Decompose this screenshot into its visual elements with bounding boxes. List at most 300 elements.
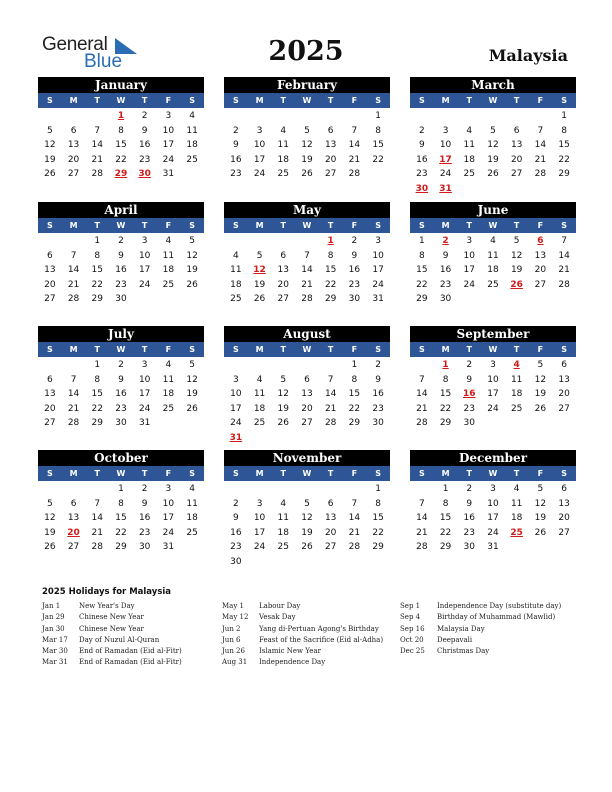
day-cell: 31 [138,418,151,429]
day-cell [180,292,204,307]
holiday-day-cell: 1 [327,236,334,246]
week-row [410,153,576,168]
month-title: October [38,450,204,466]
weekday-label: M [69,345,78,354]
day-cell: 7 [94,498,101,509]
day-cell [248,109,272,124]
day-cell: 28 [301,294,313,305]
holiday-name: Labour Day [259,602,301,610]
month-title: February [224,77,390,93]
day-cell: 27 [67,169,80,180]
logo-text-general: General [42,34,108,55]
day-cell: 29 [324,294,337,305]
month-title: November [224,450,390,466]
day-cell: 6 [513,125,520,136]
day-cell: 1 [375,484,381,494]
day-cell: 30 [230,556,242,567]
day-cell: 11 [510,374,523,385]
day-cell: 3 [165,484,172,494]
day-cell: 15 [91,265,103,276]
holiday-date: May 12 [222,613,249,622]
weekday-label: W [116,345,126,354]
holiday-item [42,646,182,657]
day-cell: 13 [277,265,289,276]
weekday-label: F [537,221,544,230]
week-row [38,292,204,307]
day-cell: 4 [165,236,172,246]
weekday-label: M [69,96,78,105]
day-cell: 3 [375,236,381,246]
day-cell: 20 [558,513,570,524]
weekday-label: T [327,96,334,105]
week-row [410,540,576,555]
day-cell: 9 [466,498,473,509]
day-cell: 15 [372,140,384,151]
day-cell: 21 [534,154,547,165]
logo-text-blue: Blue [84,51,123,72]
week-row [38,153,204,168]
day-cell: 4 [189,484,195,494]
day-cell [366,167,390,182]
weekday-label: S [375,345,381,354]
weekday-header [38,93,204,108]
weekday-label: S [232,221,239,230]
month-august [224,326,390,446]
day-cell: 18 [510,389,523,400]
day-cell: 1 [375,111,381,121]
holiday-day-cell: 2 [442,236,449,246]
day-cell: 7 [70,374,77,385]
week-row [38,358,204,373]
day-cell [271,109,295,124]
holiday-item [400,635,561,646]
day-cell: 24 [487,403,499,414]
month-title: June [410,202,576,218]
day-cell: 12 [534,498,547,509]
day-cell: 16 [138,513,151,524]
day-cell [180,167,204,182]
weeks [224,481,390,570]
holiday-column [400,601,561,657]
holiday-date: Jan 30 [42,624,65,633]
day-cell: 11 [510,498,523,509]
weekday-label: W [116,96,126,105]
day-cell: 16 [463,513,475,524]
day-cell [319,109,343,124]
weekday-label: T [94,469,100,478]
month-title: September [410,326,576,342]
weekday-label: W [302,221,312,230]
day-cell [62,109,86,124]
day-cell: 10 [253,513,266,524]
day-cell: 21 [416,403,428,414]
day-cell: 14 [348,513,361,524]
day-cell: 24 [439,169,452,180]
week-row [38,540,204,555]
day-cell: 5 [280,374,287,385]
day-cell: 2 [141,484,148,494]
day-cell: 25 [487,279,499,290]
day-cell: 29 [439,418,452,429]
day-cell [529,109,553,124]
week-row [38,263,204,278]
day-cell [529,416,553,431]
month-december [410,450,576,555]
day-cell: 2 [118,360,124,370]
holiday-name: Feast of the Sacrifice (Eid al-Adha) [259,635,384,644]
weekday-header [38,218,204,233]
holiday-name: Independence Day (substitute day) [437,602,562,610]
day-cell: 3 [466,236,473,246]
holiday-name: Chinese New Year [79,624,144,633]
day-cell [366,431,390,446]
day-cell: 12 [534,374,547,385]
weekday-label: S [46,469,53,478]
day-cell: 12 [44,513,56,524]
day-cell [271,234,295,249]
day-cell: 19 [534,513,547,524]
day-cell: 18 [253,403,266,414]
day-cell: 21 [324,403,337,414]
week-row [224,540,390,555]
day-cell: 28 [91,169,103,180]
day-cell: 23 [439,279,452,290]
day-cell: 22 [115,154,127,165]
day-cell: 4 [280,125,287,136]
weekday-label: T [280,221,286,230]
day-cell: 19 [186,389,198,400]
weekday-header [410,93,576,108]
day-cell: 26 [186,403,198,414]
day-cell: 20 [534,265,547,276]
day-cell: 30 [115,418,127,429]
day-cell: 26 [253,294,266,305]
holiday-day-cell: 25 [510,527,523,538]
day-cell: 7 [351,125,358,136]
day-cell: 27 [277,294,289,305]
day-cell: 11 [277,513,289,524]
day-cell: 18 [230,279,242,290]
day-cell: 24 [162,154,175,165]
weekday-label: T [280,469,286,478]
day-cell: 23 [138,527,151,538]
weekday-label: S [561,345,567,354]
day-cell [38,109,62,124]
day-cell: 1 [94,360,101,370]
day-cell: 6 [304,374,310,385]
day-cell: 19 [301,154,313,165]
day-cell: 18 [487,265,499,276]
weekday-header [410,342,576,357]
day-cell [295,482,319,497]
day-cell [62,234,86,249]
week-row [410,234,576,249]
month-may [224,202,390,307]
weeks [38,233,204,307]
day-cell: 8 [118,125,124,136]
day-cell: 20 [44,279,56,290]
day-cell: 22 [91,279,103,290]
day-cell: 2 [418,125,425,136]
day-cell: 23 [372,403,384,414]
holiday-item [222,646,383,657]
day-cell: 4 [466,125,473,136]
day-cell: 16 [416,154,428,165]
day-cell: 19 [487,154,499,165]
day-cell: 4 [490,236,496,246]
day-cell: 12 [301,140,313,151]
holiday-name: New Year's Day [79,602,135,610]
week-row [38,373,204,388]
day-cell [481,182,505,197]
week-row [38,138,204,153]
day-cell: 13 [44,265,56,276]
day-cell: 17 [253,154,266,165]
day-cell: 20 [324,527,337,538]
day-cell: 23 [463,403,475,414]
week-row [38,234,204,249]
day-cell: 21 [348,527,361,538]
day-cell [410,109,434,124]
day-cell: 17 [162,513,175,524]
week-row [38,526,204,541]
weeks [224,108,390,182]
day-cell [505,540,529,555]
month-title: April [38,202,204,218]
weekday-label: M [441,221,450,230]
day-cell: 6 [70,498,77,509]
day-cell: 26 [277,418,289,429]
day-cell: 23 [463,527,475,538]
page-title-year: 2025 [268,36,344,67]
day-cell: 14 [301,265,313,276]
week-row [38,497,204,512]
day-cell: 25 [230,294,242,305]
week-row [224,387,390,402]
week-row [224,278,390,293]
day-cell: 14 [348,140,361,151]
day-cell: 10 [487,498,499,509]
holiday-day-cell: 31 [439,183,452,194]
day-cell [505,292,529,307]
day-cell: 1 [418,236,425,246]
day-cell: 15 [324,265,337,276]
weekday-label: F [351,345,358,354]
week-row [410,497,576,512]
day-cell [343,431,367,446]
weekday-label: T [513,345,520,354]
month-july [38,326,204,431]
day-cell [319,431,343,446]
holiday-item [400,646,561,657]
day-cell: 23 [230,542,242,553]
day-cell: 20 [44,403,56,414]
day-cell: 3 [256,498,263,509]
day-cell: 5 [490,125,496,136]
day-cell [295,109,319,124]
day-cell: 11 [487,250,499,261]
day-cell [248,358,272,373]
day-cell: 28 [67,418,80,429]
day-cell [366,555,390,570]
holiday-day-cell: 29 [114,169,128,180]
day-cell: 15 [558,140,570,151]
day-cell: 8 [375,125,381,136]
day-cell: 10 [439,140,452,151]
day-cell: 8 [418,250,425,261]
week-row [38,387,204,402]
day-cell: 28 [348,542,361,553]
holiday-day-cell: 30 [138,169,151,180]
day-cell: 10 [138,250,151,261]
weekday-label: T [327,221,334,230]
day-cell: 30 [138,542,151,553]
day-cell: 7 [70,250,77,261]
weekday-label: S [189,221,195,230]
day-cell: 6 [46,374,53,385]
weekday-label: T [466,469,472,478]
month-april [38,202,204,307]
weekday-label: S [418,469,425,478]
weekday-label: S [46,221,53,230]
holiday-date: Jan 1 [42,602,61,610]
weekday-label: S [418,221,425,230]
weekday-header [38,466,204,481]
day-cell: 26 [534,527,547,538]
day-cell: 20 [277,279,289,290]
day-cell: 10 [138,374,151,385]
day-cell: 12 [277,389,289,400]
day-cell: 9 [118,250,124,261]
day-cell [248,234,272,249]
day-cell: 18 [162,389,175,400]
weekday-label: T [280,345,286,354]
week-row [224,497,390,512]
day-cell: 12 [510,250,523,261]
day-cell: 22 [439,527,452,538]
day-cell [62,358,86,373]
day-cell: 1 [442,484,449,494]
day-cell [552,182,576,197]
day-cell: 9 [118,374,124,385]
day-cell: 2 [466,360,473,370]
weekday-label: F [351,221,358,230]
weekday-label: T [466,96,472,105]
day-cell [248,555,272,570]
weekday-label: T [94,345,100,354]
day-cell: 10 [463,250,475,261]
day-cell: 31 [162,169,175,180]
holiday-item [42,612,182,623]
day-cell [319,482,343,497]
holiday-date: Jun 2 [222,624,241,633]
day-cell: 15 [115,140,127,151]
week-row [410,482,576,497]
day-cell: 17 [138,265,151,276]
day-cell: 2 [375,360,381,370]
day-cell [434,109,458,124]
weekday-label: M [441,96,450,105]
holiday-name: Malaysia Day [437,624,485,633]
week-row [224,402,390,417]
day-cell [224,234,248,249]
week-row [38,482,204,497]
weekday-label: W [488,221,498,230]
day-cell: 7 [94,125,101,136]
holiday-day-cell: 12 [253,265,266,276]
day-cell: 5 [304,498,310,509]
weekday-label: W [302,345,312,354]
day-cell [552,540,576,555]
day-cell: 25 [510,403,523,414]
holiday-date: Sep 4 [400,613,421,622]
week-row [38,511,204,526]
day-cell: 5 [537,360,544,370]
week-row [38,416,204,431]
day-cell: 26 [534,403,547,414]
day-cell: 31 [372,294,384,305]
holiday-date: Mar 30 [42,647,68,656]
holiday-day-cell: 30 [415,183,429,194]
day-cell: 10 [230,389,242,400]
weekday-label: F [537,469,544,478]
day-cell: 24 [487,527,499,538]
holiday-date: Sep 16 [400,624,425,633]
day-cell: 18 [510,513,523,524]
day-cell: 28 [91,542,103,553]
day-cell: 8 [442,374,449,385]
day-cell: 15 [439,513,452,524]
day-cell: 23 [416,169,428,180]
day-cell: 26 [301,542,313,553]
day-cell: 7 [561,236,567,246]
weeks [224,233,390,307]
day-cell: 20 [324,154,337,165]
day-cell: 29 [372,542,384,553]
weekday-label: F [165,345,172,354]
weekday-label: M [441,469,450,478]
day-cell [157,416,181,431]
day-cell: 26 [44,169,56,180]
day-cell [505,416,529,431]
day-cell [529,540,553,555]
holiday-name: Day of Nuzul Al-Quran [79,635,160,644]
day-cell: 8 [375,498,381,509]
day-cell [38,358,62,373]
day-cell: 4 [165,360,172,370]
week-row [224,263,390,278]
holiday-date: Aug 31 [222,658,248,667]
day-cell: 2 [232,125,239,136]
day-cell: 27 [558,403,570,414]
day-cell: 4 [232,250,239,261]
day-cell: 5 [189,236,195,246]
day-cell [224,482,248,497]
holiday-name: Christmas Day [437,647,490,656]
day-cell: 22 [372,154,384,165]
weekday-header [224,466,390,481]
holiday-name: Vesak Day [259,613,296,622]
day-cell: 21 [348,154,361,165]
holiday-column [42,601,182,669]
weekday-label: W [116,221,126,230]
day-cell: 25 [253,418,266,429]
holiday-day-cell: 1 [442,360,449,370]
day-cell [410,358,434,373]
day-cell: 23 [138,154,151,165]
month-title: December [410,450,576,466]
day-cell: 11 [463,140,475,151]
